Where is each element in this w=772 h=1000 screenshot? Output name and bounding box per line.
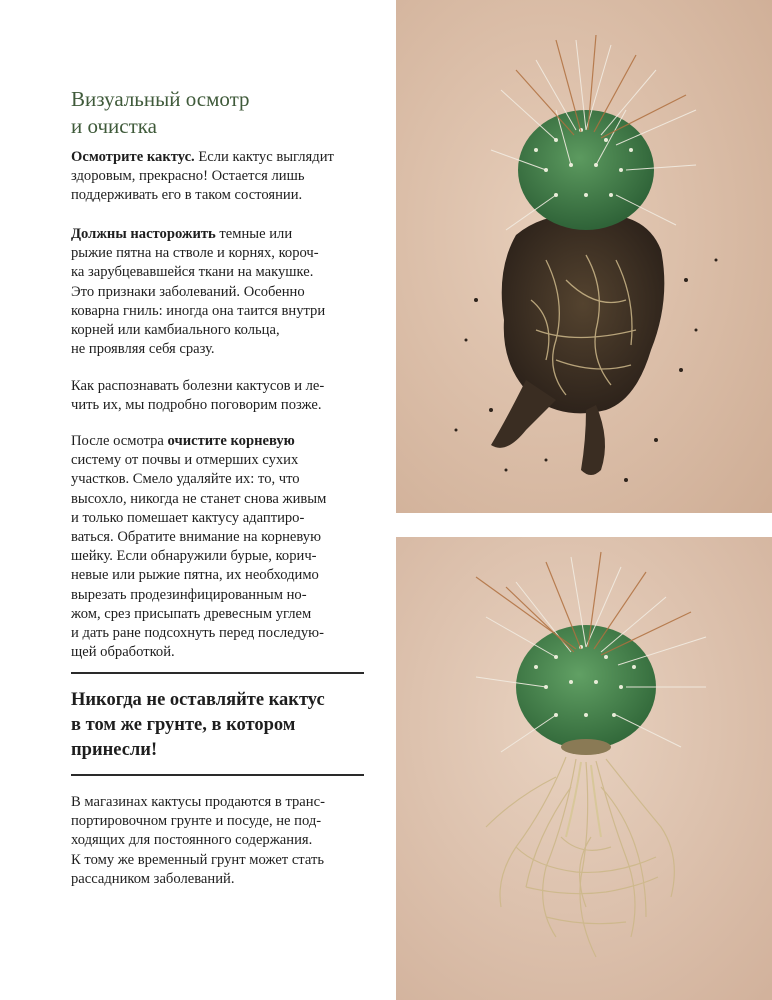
paragraph-warning-bold: Должны насторожить xyxy=(71,226,216,242)
paragraph-diseases xyxy=(71,377,367,415)
callout-top-rule xyxy=(71,672,364,674)
section-heading xyxy=(71,86,371,140)
paragraph-inspect xyxy=(71,148,367,206)
paragraph-warning xyxy=(71,225,367,359)
heading-line-2: и очистка xyxy=(71,114,157,138)
paragraph-warning-text: темные или рыжие пятна на стволе и корнях, короч- ка зарубцевавшейся ткани на макушке. Это признаки заболеваний. Особенно коварна гниль: иногда она таится внутри корней или камбиального кольца, не проявляя себя сразу. xyxy=(71,226,326,358)
callout-text: Никогда не оставляйте кактус в том же грунте, в котором принесли! xyxy=(71,690,325,760)
photo-cactus-with-soil xyxy=(396,0,772,513)
callout-bottom-rule xyxy=(71,774,364,776)
paragraph-inspect-bold: Осмотрите кактус. xyxy=(71,149,195,165)
paragraph-diseases-text: Как распознавать болезни кактусов и ле- чить их, мы подробно поговорим позже. xyxy=(71,378,325,414)
paragraph-cleaning-bold: очистите корневую xyxy=(167,433,295,449)
heading-line-1: Визуальный осмотр xyxy=(71,87,250,111)
paragraph-cleaning-start: После осмотра xyxy=(71,433,168,449)
paragraph-cleaning xyxy=(71,432,367,662)
paragraph-cleaning-text: систему от почвы и отмерших сухих участков. Смело удаляйте их: то, что высохло, никогда не станет снова живым и только помешает кактусу адаптиро- ваться. Обратите внимание на корневую шейку. Если обнаружили бурые, корич- невые или рыжие пятна, их необходимо вырезать продезинфицированным но- жом, срез присыпать древесным углем и дать ране подсохнуть перед последую- щей обработкой. xyxy=(71,452,327,661)
paragraph-store-soil: В магазинах кактусы продаются в транс- портировочном грунте и посуде, не под- ходящих для постоянного содержания. К тому же временный грунт может стать рассадником заболеваний. xyxy=(71,794,325,887)
paragraph-inspect-text: Если кактус выглядит здоровым, прекрасно! Остается лишь поддерживать его в таком состоянии. xyxy=(71,149,334,204)
photo-cactus-cleaned-roots xyxy=(396,537,772,1000)
